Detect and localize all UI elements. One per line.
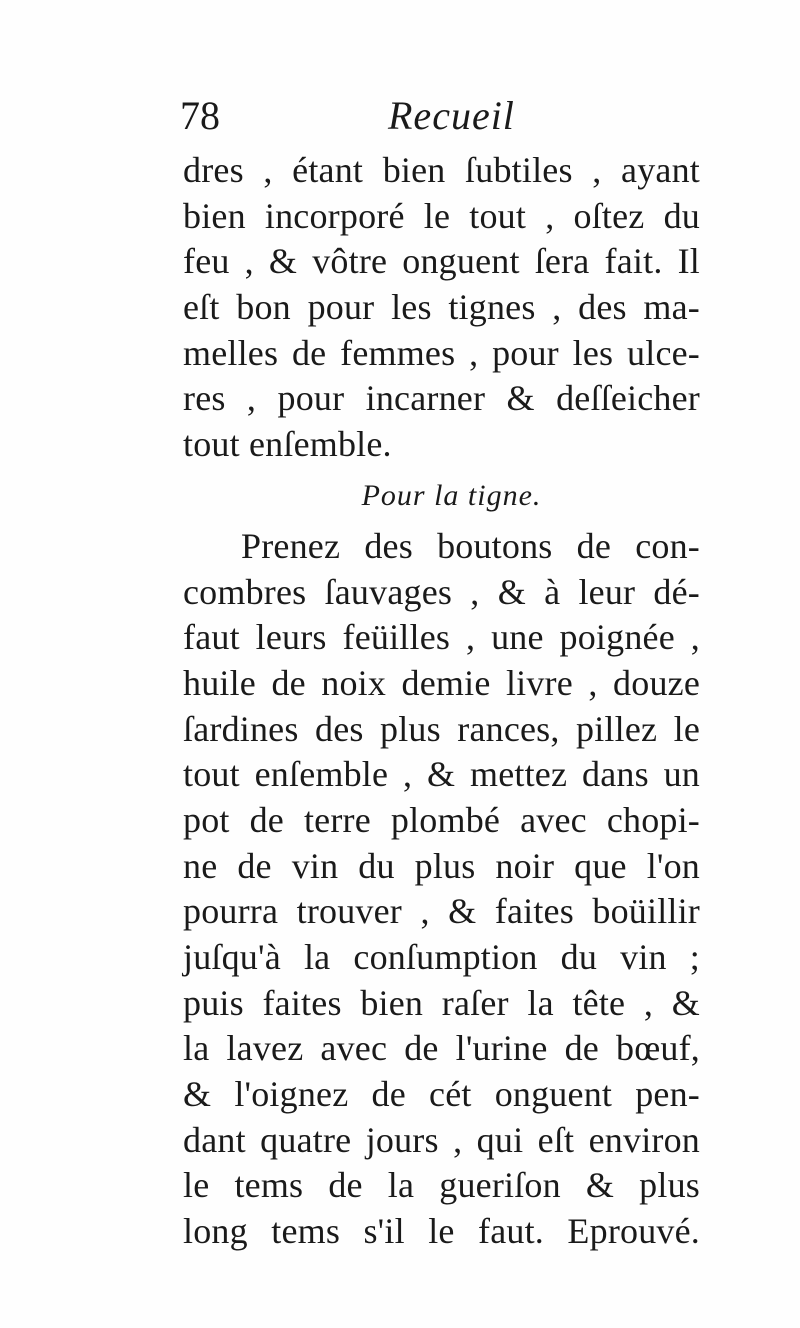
text-line: ſardines des plus rances, pillez le [183,708,700,749]
text-line: tout enſemble , & mettez dans un [183,754,700,795]
body-text [183,148,700,1255]
text-line: pot de terre plombé avec chopi- [183,799,700,840]
text-line: la lavez avec de l'urine de bœuf, [183,1028,700,1069]
text-line: eſt bon pour les tignes , des ma- [183,287,700,328]
text-line: tout enſemble. [183,424,392,465]
text-line: melles de femmes , pour les ulce- [183,332,700,373]
text-line: huile de noix demie livre , douze [183,662,700,703]
section-title: Pour la tigne. [361,478,542,512]
text-line: le tems de la gueriſon & plus [183,1165,700,1206]
text-line: combres ſauvages , & à leur dé- [183,571,700,612]
page-header [180,92,700,152]
text-line: ne de vin du plus noir que l'on [183,845,700,886]
text-line: puis faites bien raſer la tête , & [183,982,700,1023]
text-line: pourra trouver , & faites boüillir [183,891,700,932]
text-line: & l'oignez de cét onguent pen- [183,1074,700,1115]
text-line: feu , & vôtre onguent ſera fait. Il [183,241,700,282]
text-line: juſqu'à la conſumption du vin ; [183,937,700,977]
text-line: dres , étant bien ſubtiles , ayant [183,150,700,190]
text-line: faut leurs feüilles , une poignée , [183,617,700,658]
text-line: res , pour incarner & deſſeicher [183,378,700,419]
text-line: Prenez des boutons de con- [241,525,700,566]
text-line: dant quatre jours , qui eſt environ [183,1119,700,1160]
text-line: bien incorporé le tout , oſtez du [183,195,700,236]
running-title: Recueil [388,93,515,138]
page-number: 78 [180,93,220,138]
text-line: long tems s'il le faut. Eprouvé. [183,1211,700,1252]
